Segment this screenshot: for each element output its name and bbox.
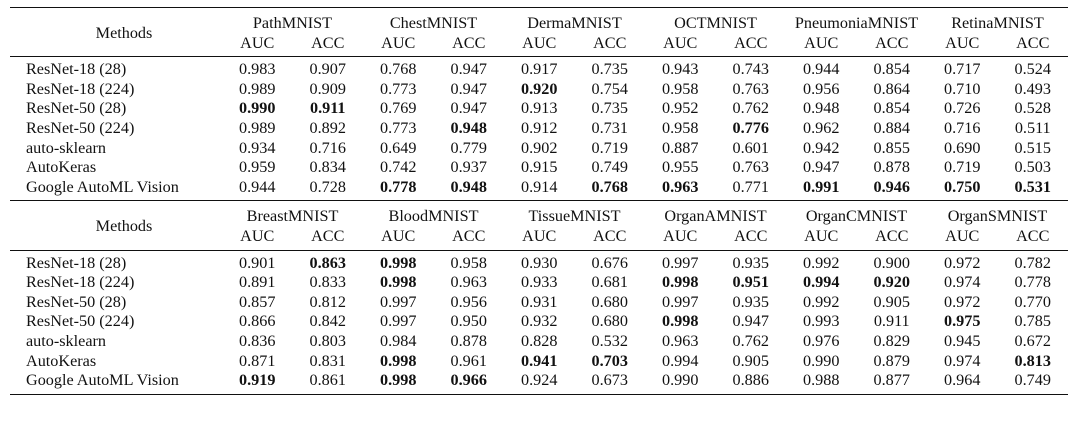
table-row xyxy=(10,60,1068,80)
method-name-cell: ResNet-50 (28) xyxy=(26,292,127,311)
value-cell: 0.959 xyxy=(239,158,276,177)
value-cell: 0.905 xyxy=(732,351,769,370)
value-cell: 0.719 xyxy=(591,138,628,157)
dataset-header: TissueMNIST xyxy=(528,207,621,226)
value-cell: 0.974 xyxy=(944,273,981,292)
metric-header-auc: AUC xyxy=(522,33,557,52)
dataset-header: RetinaMNIST xyxy=(951,14,1044,32)
value-cell: 0.524 xyxy=(1014,60,1051,79)
value-cell: 0.966 xyxy=(450,371,487,390)
value-cell: 0.935 xyxy=(732,253,769,272)
value-cell: 0.515 xyxy=(1014,138,1051,157)
method-name-cell: ResNet-18 (224) xyxy=(26,273,135,292)
value-cell: 0.773 xyxy=(380,79,417,98)
value-cell: 0.990 xyxy=(239,99,276,118)
value-cell: 0.680 xyxy=(591,312,628,331)
value-cell: 0.993 xyxy=(803,312,840,331)
table-row xyxy=(10,332,1068,352)
value-cell: 0.956 xyxy=(803,79,840,98)
value-cell: 0.735 xyxy=(591,60,628,79)
value-cell: 0.944 xyxy=(239,177,276,196)
value-cell: 0.948 xyxy=(450,177,487,196)
value-cell: 0.681 xyxy=(591,273,628,292)
dataset-header: OCTMNIST xyxy=(674,14,757,32)
value-cell: 0.887 xyxy=(662,138,699,157)
metric-header-auc: AUC xyxy=(945,33,980,52)
table-row xyxy=(10,99,1068,119)
value-cell: 0.601 xyxy=(732,138,769,157)
dataset-header-row xyxy=(10,201,1068,227)
value-cell: 0.716 xyxy=(309,138,346,157)
value-cell: 0.955 xyxy=(662,158,699,177)
value-cell: 0.944 xyxy=(803,60,840,79)
value-cell: 0.803 xyxy=(309,331,346,350)
methods-column-header: Methods xyxy=(95,217,153,236)
value-cell: 0.673 xyxy=(591,371,628,390)
value-cell: 0.771 xyxy=(732,177,769,196)
metric-header-acc: ACC xyxy=(311,33,345,52)
metric-header-acc: ACC xyxy=(593,226,627,245)
metric-header-acc: ACC xyxy=(734,33,768,52)
value-cell: 0.878 xyxy=(873,158,910,177)
method-name-cell: ResNet-18 (28) xyxy=(26,60,127,79)
metric-header-auc: AUC xyxy=(804,33,839,52)
value-cell: 0.749 xyxy=(1014,371,1051,390)
value-cell: 0.963 xyxy=(450,273,487,292)
metric-header-acc: ACC xyxy=(452,33,486,52)
value-cell: 0.528 xyxy=(1014,99,1051,118)
value-cell: 0.703 xyxy=(591,351,628,370)
methods-column-header: Methods xyxy=(95,23,153,42)
value-cell: 0.829 xyxy=(873,331,910,350)
value-cell: 0.877 xyxy=(873,371,910,390)
value-cell: 0.915 xyxy=(521,158,558,177)
metric-header-auc: AUC xyxy=(663,226,698,245)
value-cell: 0.945 xyxy=(944,331,981,350)
value-cell: 0.998 xyxy=(380,371,417,390)
method-name-cell: AutoKeras xyxy=(26,158,97,177)
dataset-header: PneumoniaMNIST xyxy=(794,14,919,32)
value-cell: 0.905 xyxy=(873,292,910,311)
value-cell: 0.958 xyxy=(662,79,699,98)
value-cell: 0.855 xyxy=(873,138,910,157)
value-cell: 0.997 xyxy=(380,312,417,331)
value-cell: 0.997 xyxy=(662,253,699,272)
value-cell: 0.900 xyxy=(873,253,910,272)
value-cell: 0.935 xyxy=(732,292,769,311)
value-cell: 0.901 xyxy=(239,253,276,272)
table-row xyxy=(10,312,1068,332)
method-name-cell: Google AutoML Vision xyxy=(26,177,179,196)
value-cell: 0.778 xyxy=(380,177,417,196)
value-cell: 0.750 xyxy=(944,177,981,196)
value-cell: 0.947 xyxy=(450,99,487,118)
value-cell: 0.994 xyxy=(662,351,699,370)
value-cell: 0.779 xyxy=(450,138,487,157)
table-row xyxy=(10,119,1068,139)
value-cell: 0.717 xyxy=(944,60,981,79)
value-cell: 0.879 xyxy=(873,351,910,370)
value-cell: 0.933 xyxy=(521,273,558,292)
value-cell: 0.997 xyxy=(662,292,699,311)
value-cell: 0.884 xyxy=(873,118,910,137)
dataset-header: DermaMNIST xyxy=(527,14,622,32)
value-cell: 0.947 xyxy=(450,60,487,79)
value-cell: 0.975 xyxy=(944,312,981,331)
metric-header-acc: ACC xyxy=(593,33,627,52)
value-cell: 0.749 xyxy=(591,158,628,177)
value-cell: 0.958 xyxy=(450,253,487,272)
value-cell: 0.914 xyxy=(521,177,558,196)
value-cell: 0.997 xyxy=(380,292,417,311)
metric-header-acc: ACC xyxy=(1016,33,1050,52)
table-row xyxy=(10,371,1068,391)
value-cell: 0.768 xyxy=(380,60,417,79)
value-cell: 0.948 xyxy=(450,118,487,137)
metric-header-acc: ACC xyxy=(1016,226,1050,245)
value-cell: 0.998 xyxy=(380,253,417,272)
value-cell: 0.920 xyxy=(873,273,910,292)
value-cell: 0.770 xyxy=(1014,292,1051,311)
value-cell: 0.907 xyxy=(309,60,346,79)
results-table xyxy=(10,2,1068,395)
method-name-cell: ResNet-18 (28) xyxy=(26,253,127,272)
metric-header-acc: ACC xyxy=(875,33,909,52)
bottom-rule xyxy=(10,391,1068,395)
method-name-cell: ResNet-18 (224) xyxy=(26,79,135,98)
value-cell: 0.990 xyxy=(662,371,699,390)
value-cell: 0.964 xyxy=(944,371,981,390)
value-cell: 0.952 xyxy=(662,99,699,118)
value-cell: 0.947 xyxy=(732,312,769,331)
value-cell: 0.983 xyxy=(239,60,276,79)
value-cell: 0.768 xyxy=(591,177,628,196)
method-name-cell: ResNet-50 (224) xyxy=(26,118,135,137)
value-cell: 0.503 xyxy=(1014,158,1051,177)
metric-header-auc: AUC xyxy=(381,226,416,245)
value-cell: 0.948 xyxy=(803,99,840,118)
value-cell: 0.833 xyxy=(309,273,346,292)
value-cell: 0.998 xyxy=(380,351,417,370)
value-cell: 0.920 xyxy=(521,79,558,98)
value-cell: 0.773 xyxy=(380,118,417,137)
dataset-header-row xyxy=(10,8,1068,34)
value-cell: 0.992 xyxy=(803,253,840,272)
metric-header-auc: AUC xyxy=(663,33,698,52)
value-cell: 0.735 xyxy=(591,99,628,118)
value-cell: 0.690 xyxy=(944,138,981,157)
value-cell: 0.972 xyxy=(944,292,981,311)
value-cell: 0.998 xyxy=(380,273,417,292)
value-cell: 0.672 xyxy=(1014,331,1051,350)
value-cell: 0.854 xyxy=(873,60,910,79)
value-cell: 0.912 xyxy=(521,118,558,137)
value-cell: 0.994 xyxy=(803,273,840,292)
table-row xyxy=(10,254,1068,274)
metric-header-acc: ACC xyxy=(452,226,486,245)
value-cell: 0.947 xyxy=(450,79,487,98)
metric-header-acc: ACC xyxy=(875,226,909,245)
value-cell: 0.924 xyxy=(521,371,558,390)
value-cell: 0.828 xyxy=(521,331,558,350)
dataset-header: ChestMNIST xyxy=(389,14,478,32)
value-cell: 0.778 xyxy=(1014,273,1051,292)
value-cell: 0.762 xyxy=(732,99,769,118)
value-cell: 0.743 xyxy=(732,60,769,79)
value-cell: 0.963 xyxy=(662,177,699,196)
value-cell: 0.963 xyxy=(662,331,699,350)
dataset-header: OrganAMNIST xyxy=(664,207,767,226)
method-name-cell: AutoKeras xyxy=(26,351,97,370)
value-cell: 0.531 xyxy=(1014,177,1051,196)
value-cell: 0.992 xyxy=(803,292,840,311)
value-cell: 0.649 xyxy=(380,138,417,157)
value-cell: 0.728 xyxy=(309,177,346,196)
metric-header-auc: AUC xyxy=(240,33,275,52)
metric-header-auc: AUC xyxy=(804,226,839,245)
value-cell: 0.942 xyxy=(803,138,840,157)
value-cell: 0.842 xyxy=(309,312,346,331)
value-cell: 0.909 xyxy=(309,79,346,98)
value-cell: 0.854 xyxy=(873,99,910,118)
value-cell: 0.719 xyxy=(944,158,981,177)
table-row xyxy=(10,158,1068,178)
value-cell: 0.961 xyxy=(450,351,487,370)
value-cell: 0.861 xyxy=(309,371,346,390)
value-cell: 0.919 xyxy=(239,371,276,390)
value-cell: 0.930 xyxy=(521,253,558,272)
metric-header-auc: AUC xyxy=(945,226,980,245)
value-cell: 0.769 xyxy=(380,99,417,118)
table-row xyxy=(10,139,1068,159)
metric-header-auc: AUC xyxy=(240,226,275,245)
value-cell: 0.676 xyxy=(591,253,628,272)
metric-header-acc: ACC xyxy=(311,226,345,245)
value-cell: 0.950 xyxy=(450,312,487,331)
value-cell: 0.532 xyxy=(591,331,628,350)
value-cell: 0.946 xyxy=(873,177,910,196)
table-row xyxy=(10,178,1068,198)
value-cell: 0.716 xyxy=(944,118,981,137)
value-cell: 0.857 xyxy=(239,292,276,311)
value-cell: 0.831 xyxy=(309,351,346,370)
value-cell: 0.866 xyxy=(239,312,276,331)
value-cell: 0.998 xyxy=(662,312,699,331)
value-cell: 0.934 xyxy=(239,138,276,157)
results-table-body xyxy=(10,2,1068,394)
value-cell: 0.989 xyxy=(239,118,276,137)
value-cell: 0.834 xyxy=(309,158,346,177)
table-row xyxy=(10,352,1068,372)
value-cell: 0.871 xyxy=(239,351,276,370)
value-cell: 0.947 xyxy=(803,158,840,177)
value-cell: 0.976 xyxy=(803,331,840,350)
value-cell: 0.864 xyxy=(873,79,910,98)
dataset-header: PathMNIST xyxy=(252,14,333,32)
results-table-container xyxy=(10,2,1068,395)
value-cell: 0.984 xyxy=(380,331,417,350)
value-cell: 0.951 xyxy=(732,273,769,292)
value-cell: 0.763 xyxy=(732,79,769,98)
value-cell: 0.932 xyxy=(521,312,558,331)
value-cell: 0.917 xyxy=(521,60,558,79)
method-name-cell: ResNet-50 (28) xyxy=(26,99,127,118)
value-cell: 0.943 xyxy=(662,60,699,79)
value-cell: 0.974 xyxy=(944,351,981,370)
value-cell: 0.972 xyxy=(944,253,981,272)
value-cell: 0.911 xyxy=(873,312,910,331)
value-cell: 0.776 xyxy=(732,118,769,137)
method-name-cell: ResNet-50 (224) xyxy=(26,312,135,331)
value-cell: 0.913 xyxy=(521,99,558,118)
value-cell: 0.892 xyxy=(309,118,346,137)
metric-header-auc: AUC xyxy=(381,33,416,52)
value-cell: 0.836 xyxy=(239,331,276,350)
value-cell: 0.998 xyxy=(662,273,699,292)
metric-header-acc: ACC xyxy=(734,226,768,245)
value-cell: 0.886 xyxy=(732,371,769,390)
metric-header-auc: AUC xyxy=(522,226,557,245)
method-name-cell: auto-sklearn xyxy=(26,331,107,350)
value-cell: 0.989 xyxy=(239,79,276,98)
value-cell: 0.680 xyxy=(591,292,628,311)
value-cell: 0.962 xyxy=(803,118,840,137)
value-cell: 0.911 xyxy=(309,99,346,118)
table-row xyxy=(10,273,1068,293)
value-cell: 0.941 xyxy=(521,351,558,370)
value-cell: 0.931 xyxy=(521,292,558,311)
value-cell: 0.878 xyxy=(450,331,487,350)
value-cell: 0.958 xyxy=(662,118,699,137)
value-cell: 0.937 xyxy=(450,158,487,177)
value-cell: 0.812 xyxy=(309,292,346,311)
dataset-header: OrganSMNIST xyxy=(947,207,1048,226)
value-cell: 0.902 xyxy=(521,138,558,157)
value-cell: 0.785 xyxy=(1014,312,1051,331)
dataset-header: BreastMNIST xyxy=(246,207,339,226)
value-cell: 0.726 xyxy=(944,99,981,118)
value-cell: 0.891 xyxy=(239,273,276,292)
value-cell: 0.956 xyxy=(450,292,487,311)
dataset-header: BloodMNIST xyxy=(388,207,479,226)
table-row xyxy=(10,80,1068,100)
value-cell: 0.988 xyxy=(803,371,840,390)
value-cell: 0.863 xyxy=(309,253,346,272)
value-cell: 0.511 xyxy=(1014,118,1051,137)
value-cell: 0.782 xyxy=(1014,253,1051,272)
value-cell: 0.990 xyxy=(803,351,840,370)
table-row xyxy=(10,293,1068,313)
value-cell: 0.710 xyxy=(944,79,981,98)
method-name-cell: Google AutoML Vision xyxy=(26,371,179,390)
method-name-cell: auto-sklearn xyxy=(26,138,107,157)
dataset-header: OrganCMNIST xyxy=(805,207,908,226)
value-cell: 0.493 xyxy=(1014,79,1051,98)
value-cell: 0.991 xyxy=(803,177,840,196)
value-cell: 0.813 xyxy=(1014,351,1051,370)
value-cell: 0.742 xyxy=(380,158,417,177)
value-cell: 0.731 xyxy=(591,118,628,137)
value-cell: 0.763 xyxy=(732,158,769,177)
value-cell: 0.762 xyxy=(732,331,769,350)
value-cell: 0.754 xyxy=(591,79,628,98)
